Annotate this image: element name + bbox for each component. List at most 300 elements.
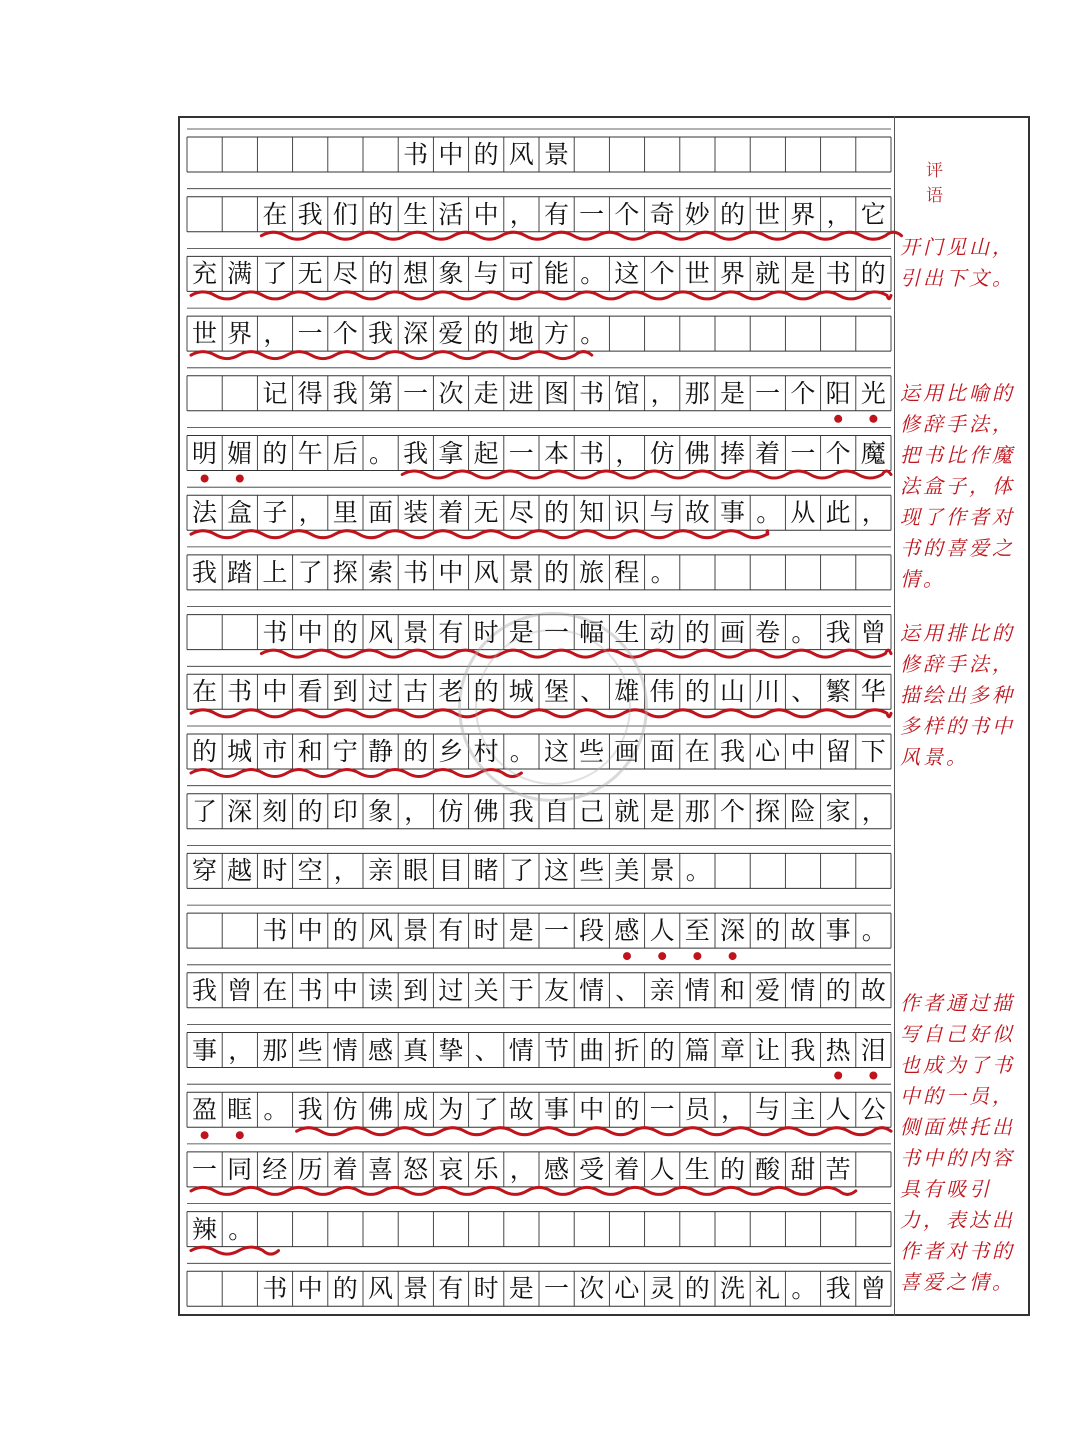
line-5-char: 午 <box>297 438 323 468</box>
line-5-char: 媚 <box>227 438 253 468</box>
line-6-char: ， <box>861 498 887 528</box>
line-15-char: 让 <box>755 1035 781 1065</box>
line-9-char: 、 <box>791 677 817 707</box>
line-7-char: 风 <box>473 557 499 587</box>
line-9-char: 古 <box>403 677 429 707</box>
comment-2: 运用比喻的修辞手法，把书比作魔法盒子，体现了作者对书的喜爱之情。 <box>900 381 1015 591</box>
line-5-char: 。 <box>369 438 395 468</box>
line-12-char: 目 <box>438 856 464 886</box>
line-13-char: 。 <box>861 916 887 946</box>
line-6-char: 无 <box>473 498 499 528</box>
emphasis-dot <box>869 415 877 423</box>
line-6-char: 的 <box>543 498 569 528</box>
line-9-char: 过 <box>367 677 393 707</box>
wavy-underline <box>191 770 521 777</box>
line-16-char: 了 <box>473 1095 499 1125</box>
line-2-char: 个 <box>649 259 675 289</box>
line-12-char: 越 <box>227 856 253 886</box>
line-10-char: 和 <box>297 737 323 766</box>
line-1-char: 的 <box>719 199 745 229</box>
line-6-char: 尽 <box>508 498 534 528</box>
line-11-char: 象 <box>367 796 393 826</box>
line-2-char: 。 <box>580 259 606 289</box>
line-9-char: 书 <box>227 677 253 707</box>
line-14-char: 故 <box>860 975 886 1005</box>
line-16-char: 盈 <box>191 1095 217 1125</box>
line-5-char: 的 <box>262 438 288 468</box>
line-14-char: 情 <box>579 975 605 1005</box>
line-9-char: 的 <box>473 677 499 707</box>
line-3-char: 的 <box>473 319 499 349</box>
line-14-char: 读 <box>367 975 393 1005</box>
line-4-char: 那 <box>684 378 710 408</box>
comment-heading: 评 语 <box>926 161 957 206</box>
line-8-char: 风 <box>367 617 393 647</box>
line-2-char: 就 <box>755 259 781 289</box>
line-16-char: 中 <box>579 1095 605 1125</box>
line-11-char: 己 <box>579 796 605 826</box>
line-6-char: 与 <box>649 498 675 528</box>
line-5-char: 本 <box>543 438 569 468</box>
line-2-char: 的 <box>367 259 393 289</box>
line-1-char: 我 <box>297 199 323 229</box>
line-15-char: ， <box>228 1035 254 1065</box>
comment-3: 运用排比的修辞手法，描绘出多种多样的书中风景。 <box>900 621 1015 769</box>
line-10-char: 些 <box>579 737 605 766</box>
line-15-char: 真 <box>403 1035 429 1065</box>
line-1-char: 在 <box>262 199 288 229</box>
line-12-char: 。 <box>685 856 711 886</box>
line-2-char: 可 <box>508 259 534 289</box>
line-9-char: 的 <box>684 677 710 707</box>
line-16-char: 事 <box>543 1095 569 1125</box>
line-3-char: 方 <box>543 319 569 349</box>
emphasis-dot <box>693 952 701 960</box>
line-19-char: 书 <box>262 1274 288 1304</box>
line-2-char: 这 <box>614 259 640 289</box>
wavy-underline <box>191 352 592 359</box>
line-6-char: 从 <box>790 498 816 528</box>
line-17-char: 乐 <box>473 1154 499 1184</box>
line-13-char: 人 <box>649 916 675 946</box>
line-19-char: 一 <box>543 1274 569 1304</box>
line-1-char: 奇 <box>649 199 675 229</box>
line-17-char: 生 <box>684 1154 710 1184</box>
line-7-char: 旅 <box>579 557 605 587</box>
line-8-char: 有 <box>438 617 464 647</box>
line-15-char: 的 <box>649 1035 675 1065</box>
line-19-char: 洗 <box>719 1274 745 1304</box>
line-17-char: 感 <box>543 1154 569 1184</box>
line-19-char: 曾 <box>860 1274 886 1304</box>
line-6-char: 子 <box>262 498 288 528</box>
line-1-char: 中 <box>473 199 499 229</box>
line-5-char: 后 <box>332 438 358 468</box>
line-3-char: 深 <box>403 319 429 349</box>
line-16-char: 为 <box>438 1095 464 1125</box>
line-2-char: 界 <box>719 259 745 289</box>
line-17-char: 哀 <box>438 1154 464 1184</box>
line-10-char: 村 <box>473 737 499 766</box>
line-1-char: ， <box>509 199 535 229</box>
line-15-char: 节 <box>543 1035 569 1065</box>
line-7-char: 书 <box>403 557 429 587</box>
line-14-char: 曾 <box>227 975 253 1005</box>
line-11-char: 自 <box>543 796 569 826</box>
line-10-char: 画 <box>614 737 640 766</box>
line-9-char: 、 <box>580 677 606 707</box>
line-13-char: 一 <box>543 916 569 946</box>
line-13-char: 是 <box>508 916 534 946</box>
line-14-char: 在 <box>262 975 288 1005</box>
line-8-char: 动 <box>649 617 675 647</box>
line-12-char: 这 <box>543 856 569 886</box>
line-12-char: 了 <box>508 856 534 886</box>
line-11-char: 个 <box>719 796 745 826</box>
line-17-char: 着 <box>614 1154 640 1184</box>
emphasis-dot <box>729 952 737 960</box>
line-6-char: 故 <box>684 498 710 528</box>
line-4-char: 馆 <box>614 378 640 408</box>
line-5-char: ， <box>615 438 641 468</box>
line-15-char: 折 <box>614 1035 640 1065</box>
line-4-char: 书 <box>579 378 605 408</box>
line-4-char: 图 <box>543 378 569 408</box>
line-12-char: 睹 <box>473 856 499 886</box>
line-6-char: 。 <box>756 498 782 528</box>
line-3-char: 我 <box>367 319 393 349</box>
line-2-char: 尽 <box>332 259 358 289</box>
line-13-char: 景 <box>403 916 429 946</box>
line-3-char: 。 <box>580 319 606 349</box>
line-7-char: 了 <box>297 557 323 587</box>
line-3-char: 个 <box>332 319 358 349</box>
line-5-char: 佛 <box>684 438 710 468</box>
line-16-char: 眶 <box>227 1095 253 1125</box>
line-4-char: 个 <box>790 378 816 408</box>
line-14-char: 过 <box>438 975 464 1005</box>
line-9-char: 繁 <box>825 677 851 707</box>
line-4-char: 第 <box>367 378 393 408</box>
line-12-char: 美 <box>614 856 640 886</box>
line-12-char: ， <box>333 856 359 886</box>
line-10-char: 留 <box>825 737 851 766</box>
line-10-char: 城 <box>227 737 253 766</box>
line-6-char: 里 <box>332 498 358 528</box>
line-8-char: 我 <box>825 617 851 647</box>
line-11-char: 探 <box>755 796 781 826</box>
line-1-char: 一 <box>579 199 605 229</box>
line-9-char: 在 <box>191 677 217 707</box>
line-12-char: 些 <box>579 856 605 886</box>
line-15-char: 曲 <box>579 1035 605 1065</box>
line-3-char: 地 <box>508 319 534 349</box>
line-2-char: 书 <box>825 259 851 289</box>
line-14-char: 中 <box>332 975 358 1005</box>
line-17-char: 的 <box>719 1154 745 1184</box>
line-6-char: 法 <box>191 498 217 528</box>
line-15-char: 热 <box>825 1035 851 1065</box>
line-6-char: 此 <box>825 498 851 528</box>
line-14-char: 和 <box>719 975 745 1005</box>
line-2-char: 是 <box>790 259 816 289</box>
line-5-char: 我 <box>403 438 429 468</box>
line-14-char: 我 <box>191 975 217 1005</box>
line-15-char: 感 <box>367 1035 393 1065</box>
line-13-char: 故 <box>790 916 816 946</box>
line-7-char: 索 <box>367 557 393 587</box>
line-5-char: 着 <box>755 438 781 468</box>
line-5-char: 仿 <box>649 438 675 468</box>
line-10-char: 的 <box>403 737 429 766</box>
line-18-char: 。 <box>228 1214 254 1244</box>
line-14-char: 情 <box>790 975 816 1005</box>
line-1-char: 妙 <box>684 199 710 229</box>
line-13-char: 至 <box>684 916 710 946</box>
line-17-char: 经 <box>262 1154 288 1184</box>
line-11-char: 仿 <box>438 796 464 826</box>
line-17-char: 同 <box>227 1154 253 1184</box>
line-11-char: 就 <box>614 796 640 826</box>
line-17-char: 一 <box>191 1154 217 1184</box>
line-13-char: 的 <box>332 916 358 946</box>
line-9-char: 城 <box>508 677 534 707</box>
line-1-char: 的 <box>367 199 393 229</box>
line-16-char: 主 <box>790 1095 816 1125</box>
line-10-char: 静 <box>367 737 393 766</box>
line-9-char: 中 <box>262 677 288 707</box>
line-17-char: 怒 <box>403 1154 429 1184</box>
line-13-char: 书 <box>262 916 288 946</box>
line-4-char: 光 <box>860 378 886 408</box>
line-9-char: 看 <box>297 677 323 707</box>
line-15-char: 情 <box>332 1035 358 1065</box>
line-8-char: 书 <box>262 617 288 647</box>
line-9-char: 到 <box>332 677 358 707</box>
line-17-char: 酸 <box>755 1154 781 1184</box>
line-1-char: 界 <box>790 199 816 229</box>
line-8-char: 。 <box>791 617 817 647</box>
line-8-char: 幅 <box>579 617 605 647</box>
wavy-underline <box>261 232 901 239</box>
emphasis-dot <box>623 952 631 960</box>
line-2-char: 能 <box>543 259 569 289</box>
line-1-char: 们 <box>332 199 358 229</box>
line-2-char: 充 <box>191 259 217 289</box>
line-5-char: 个 <box>825 438 851 468</box>
line-14-char: 、 <box>615 975 641 1005</box>
line-10-char: 面 <box>649 737 675 766</box>
line-16-char: ， <box>721 1095 747 1125</box>
line-10-char: 在 <box>684 737 710 766</box>
wavy-underline <box>297 1128 891 1135</box>
line-10-char: 的 <box>191 737 217 766</box>
line-9-char: 堡 <box>543 677 569 707</box>
line-2-char: 世 <box>684 259 710 289</box>
line-6-char: 盒 <box>227 498 253 528</box>
line-13-char: 时 <box>473 916 499 946</box>
comment-1: 开门见山，引出下文。 <box>900 235 1015 290</box>
line-11-char: ， <box>861 796 887 826</box>
line-15-char: 情 <box>508 1035 534 1065</box>
line-13-char: 事 <box>825 916 851 946</box>
line-4-char: 记 <box>262 378 288 408</box>
line-17-char: 人 <box>649 1154 675 1184</box>
line-8-char: 是 <box>508 617 534 647</box>
line-13-char: 深 <box>719 916 745 946</box>
line-12-char: 穿 <box>191 856 217 886</box>
line-7-char: 上 <box>262 557 288 587</box>
line-10-char: 乡 <box>438 737 464 766</box>
line-5-char: 一 <box>790 438 816 468</box>
line-19-char: 的 <box>684 1274 710 1304</box>
line-1-char: 活 <box>438 199 464 229</box>
line-10-char: 这 <box>543 737 569 766</box>
line-11-char: ， <box>404 796 430 826</box>
line-11-char: 我 <box>508 796 534 826</box>
line-15-char: 些 <box>297 1035 323 1065</box>
line-16-char: 员 <box>684 1095 710 1125</box>
line-18-char: 辣 <box>191 1214 217 1244</box>
line-16-char: 仿 <box>332 1095 358 1125</box>
title-char: 风 <box>508 140 534 169</box>
line-13-char: 有 <box>438 916 464 946</box>
line-10-char: 市 <box>262 737 288 766</box>
line-4-char: 进 <box>508 378 534 408</box>
line-14-char: 的 <box>825 975 851 1005</box>
line-7-char: 景 <box>508 557 534 587</box>
line-17-char: 着 <box>332 1154 358 1184</box>
line-11-char: 的 <box>297 796 323 826</box>
line-19-char: 灵 <box>649 1274 675 1304</box>
emphasis-dot <box>201 1131 209 1139</box>
line-16-char: 与 <box>755 1095 781 1125</box>
emphasis-dot <box>834 415 842 423</box>
line-19-char: 风 <box>367 1274 393 1304</box>
line-11-char: 是 <box>649 796 675 826</box>
line-6-char: 识 <box>614 498 640 528</box>
line-19-char: 礼 <box>755 1274 781 1304</box>
emphasis-dot <box>236 1131 244 1139</box>
line-5-char: 捧 <box>719 438 745 468</box>
line-5-char: 起 <box>473 438 499 468</box>
line-16-char: 公 <box>860 1095 886 1125</box>
line-10-char: 我 <box>719 737 745 766</box>
line-3-char: 世 <box>191 319 217 349</box>
line-7-char: 中 <box>438 557 464 587</box>
line-11-char: 那 <box>684 796 710 826</box>
line-5-char: 书 <box>579 438 605 468</box>
line-9-char: 山 <box>719 677 745 707</box>
emphasis-dot <box>236 475 244 483</box>
line-8-char: 卷 <box>755 617 781 647</box>
line-7-char: 踏 <box>227 557 253 587</box>
line-9-char: 老 <box>438 677 464 707</box>
line-6-char: 事 <box>719 498 745 528</box>
line-19-char: 中 <box>297 1274 323 1304</box>
line-14-char: 关 <box>473 975 499 1005</box>
line-11-char: 险 <box>790 796 816 826</box>
line-17-char: 甜 <box>790 1154 816 1184</box>
wavy-underline <box>402 471 891 478</box>
line-19-char: 。 <box>791 1274 817 1304</box>
line-15-char: 挚 <box>438 1035 464 1065</box>
line-2-char: 想 <box>403 259 429 289</box>
line-5-char: 拿 <box>438 438 464 468</box>
line-8-char: 生 <box>614 617 640 647</box>
line-19-char: 时 <box>473 1274 499 1304</box>
line-19-char: 次 <box>579 1274 605 1304</box>
line-3-char: 一 <box>297 319 323 349</box>
line-7-char: 的 <box>543 557 569 587</box>
line-2-char: 无 <box>297 259 323 289</box>
line-8-char: 的 <box>684 617 710 647</box>
line-4-char: 走 <box>473 378 499 408</box>
line-5-char: 魔 <box>860 438 886 468</box>
line-3-char: ， <box>263 319 289 349</box>
line-13-char: 的 <box>755 916 781 946</box>
title-char: 中 <box>438 140 464 169</box>
line-11-char: 佛 <box>473 796 499 826</box>
emphasis-dot <box>658 952 666 960</box>
line-14-char: 爱 <box>755 975 781 1005</box>
line-1-char: 它 <box>860 199 886 229</box>
line-9-char: 华 <box>860 677 886 707</box>
line-14-char: 书 <box>297 975 323 1005</box>
line-11-char: 深 <box>227 796 253 826</box>
wavy-underline <box>191 1247 279 1254</box>
line-14-char: 情 <box>684 975 710 1005</box>
line-14-char: 到 <box>403 975 429 1005</box>
line-12-char: 眼 <box>403 856 429 886</box>
line-16-char: 的 <box>614 1095 640 1125</box>
title-char: 景 <box>543 140 569 169</box>
line-1-char: 生 <box>403 199 429 229</box>
line-17-char: 受 <box>579 1154 605 1184</box>
emphasis-dot <box>869 1072 877 1080</box>
line-13-char: 风 <box>367 916 393 946</box>
line-9-char: 雄 <box>614 677 640 707</box>
line-2-char: 象 <box>438 259 464 289</box>
line-4-char: 一 <box>403 378 429 408</box>
line-6-char: ， <box>298 498 324 528</box>
line-8-char: 一 <box>543 617 569 647</box>
line-16-char: 。 <box>263 1095 289 1125</box>
line-14-char: 于 <box>508 975 534 1005</box>
line-17-char: 历 <box>297 1154 323 1184</box>
line-19-char: 景 <box>403 1274 429 1304</box>
line-6-char: 面 <box>367 498 393 528</box>
line-1-char: ， <box>826 199 852 229</box>
line-11-char: 印 <box>332 796 358 826</box>
line-17-char: 苦 <box>825 1154 851 1184</box>
line-12-char: 时 <box>262 856 288 886</box>
line-13-char: 段 <box>579 916 605 946</box>
line-8-char: 中 <box>297 617 323 647</box>
line-10-char: 宁 <box>332 737 358 766</box>
line-6-char: 知 <box>579 498 605 528</box>
title-char: 书 <box>403 140 429 169</box>
wavy-underline <box>191 531 768 538</box>
line-10-char: 心 <box>755 737 781 766</box>
line-3-char: 界 <box>227 319 253 349</box>
line-6-char: 装 <box>403 498 429 528</box>
line-4-char: 次 <box>438 378 464 408</box>
line-13-char: 感 <box>614 916 640 946</box>
line-4-char: 是 <box>719 378 745 408</box>
line-10-char: 中 <box>790 737 816 766</box>
line-14-char: 友 <box>543 975 569 1005</box>
